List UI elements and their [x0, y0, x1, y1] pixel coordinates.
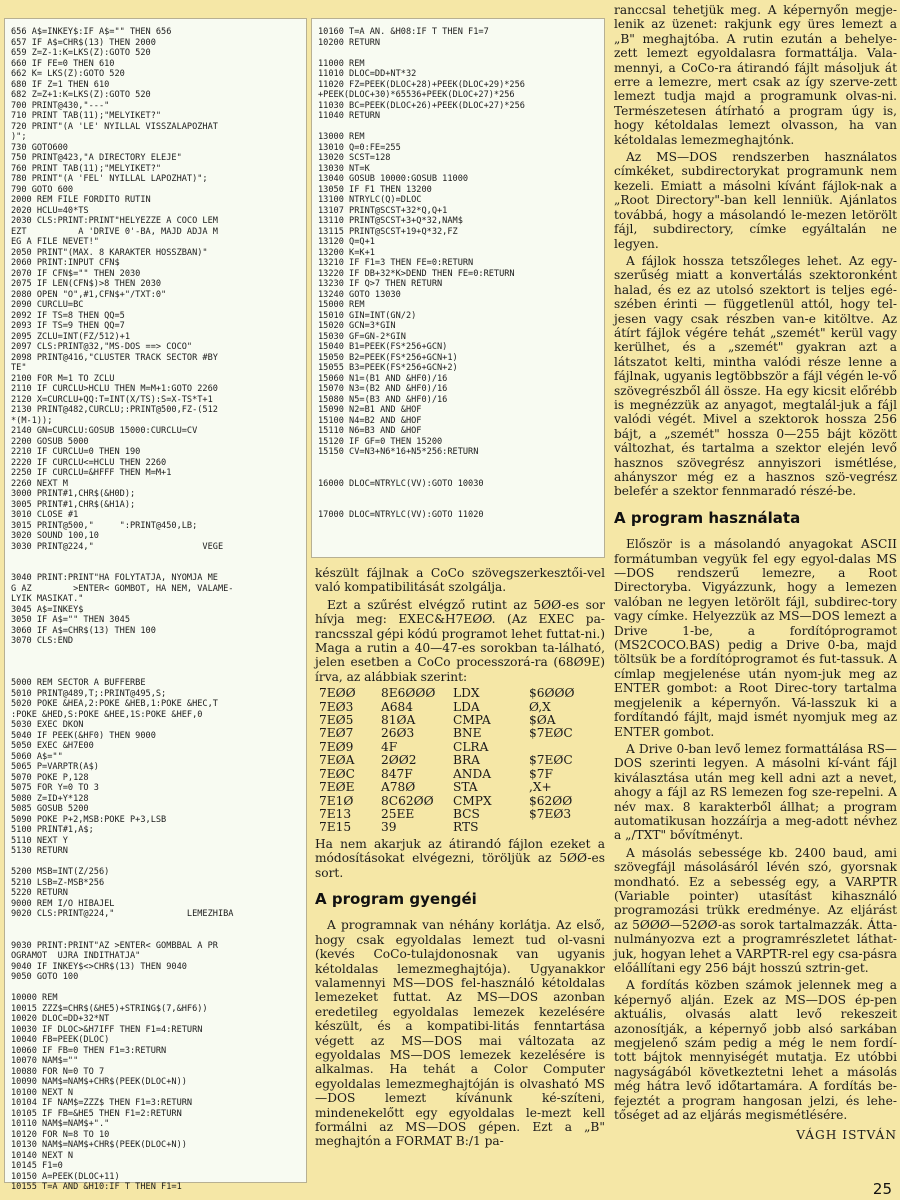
assembly-listing: [319, 687, 574, 834]
asm-mnemonic: RTS: [453, 820, 479, 835]
asm-operand: [529, 821, 574, 834]
asm-mnemonic: BNE: [453, 726, 482, 741]
article-column-middle: [315, 566, 605, 1152]
asm-opcode: A78Ø: [381, 780, 416, 795]
author-signature: VÁGH ISTVÁN: [796, 1128, 897, 1143]
asm-mnemonic: LDX: [453, 686, 480, 701]
asm-row: [319, 714, 574, 727]
code-listing-right: [311, 18, 605, 558]
asm-address: 7EØ7: [319, 726, 354, 741]
paragraph: A programnak van néhány korlátja. Az első, hogy csak egyoldalas lemezt tud ol-vasni (kevés CoCo-tulajdonosnak van ugyanis kétoldalas lemezmeghajtója). Ugyanakkor valamennyi MS—DOS fel-használó kétoldalas lemezeket futtat. Az MS—DOS azonban eredetileg egyoldalas lemezek kezelésére készült, és a kompatibi-litás fenntartása végett az MS—DOS mai változata az egyoldalas MS—DOS lemezek kezelésére is alkalmas. Ha tehát a Color Computer egyoldalas lemezmeghajtóján is olvasható MS—DOS lemezt kívánunk ké-szíteni, mindenekelőtt egy egyoldalas le-mezt kell formálni az MS—DOS gépen. Ezt a „B" meghajtón a FORMAT B:/1 pa-: [315, 918, 605, 1149]
asm-row: [319, 754, 574, 767]
paragraph: Az MS—DOS rendszerben használatos címkéket, subdirectorykat programunk nem kezeli. Emiatt a másolni kívánt fájlok-nak a „Root Directory"-ban kell lenniük. Ajánlatos továbbá, hogy a másolandó le-mezen letörölt fájl, subdirectory, címke egyáltalán ne legyen.: [614, 150, 897, 251]
code-listing-left: [4, 18, 307, 1192]
asm-operand: $ØA: [529, 713, 556, 728]
asm-opcode: 4F: [381, 739, 398, 754]
asm-operand: Ø,X: [529, 699, 551, 714]
asm-operand: [529, 741, 574, 754]
asm-opcode: 2ØØ2: [381, 753, 417, 768]
article-column-right: [614, 3, 897, 1143]
asm-operand: $7F: [529, 766, 553, 781]
asm-mnemonic: BRA: [453, 753, 480, 768]
asm-mnemonic: ANDA: [453, 766, 492, 781]
paragraph: Ha nem akarjuk az átirandó fájlon ezeket a módosításokat elvégezni, töröljük az 5ØØ-es sort.: [315, 836, 605, 880]
asm-mnemonic: STA: [453, 780, 478, 795]
paragraph: A Drive 0-ban levő lemez formattálása RS—DOS szerinti legyen. A másolni kí-vánt fájl kiválasztása után meg kell adni azt a nevet, ahogy a fájl az RS lemezen fog sze-repelni. A név max. 8 karakterből állhat; a program automatikusan hozzáírja a meg-adott névhez a „/TXT" bővítményt.: [614, 741, 897, 843]
asm-row: [319, 781, 574, 794]
asm-address: 7EØ3: [319, 699, 354, 714]
asm-mnemonic: CMPA: [453, 713, 491, 728]
asm-address: 7EØC: [319, 766, 355, 781]
asm-row: [319, 795, 574, 808]
paragraph: ranccsal tehetjük meg. A képernyőn megje-lenik az üzenet: rakjunk egy üres lemezt a „B" meghajtóba. A rutin ezután a behelye-zett lemezt egyoldalasra formattálja. Vala-mennyi, a CoCo-ra átirandó fájlt másoljuk át erre a lemezre, mert csak az így szerve-zett lemezt tudja majd a programunk olvas-ni. Természetesen átírható a program úgy is, hogy kétoldalas lemezt olvasson, ha van kétoldalas lemezmeghajtónk.: [614, 3, 897, 147]
section-heading: A program gyengéi: [315, 889, 477, 908]
asm-operand: ,X+: [529, 780, 552, 795]
asm-row: [319, 808, 574, 821]
asm-opcode: A684: [381, 699, 414, 714]
asm-operand: $62ØØ: [529, 793, 573, 808]
asm-address: 7E15: [319, 820, 352, 835]
asm-operand: $6ØØØ: [529, 686, 575, 701]
paragraph: A másolás sebessége kb. 2400 baud, ami szövegfájl másolásáról lévén szó, gyorsnak mondható. Ez a sebesség egy, a VARPTR (Variable pointer) utasítást kihasználó programozási trükk eredménye. Az eljárást az 5ØØØ—52ØØ-as sorok tartalmazzák. Átta-nulmányozva ezt a programrészletet láthat-juk, hogyan lehet a VARPTR-rel egy csa-pásra előállítani egy 256 bájt hosszú sztrin-get.: [614, 845, 897, 975]
asm-mnemonic: BCS: [453, 806, 480, 821]
asm-operand: $7EØC: [529, 726, 573, 741]
asm-address: 7EØ9: [319, 739, 354, 754]
paragraph: A fájlok hossza tetszőleges lehet. Az egy-szerűség miatt a konvertálás szektoronként halad, és ez az utolsó szektort is teljes egé-szében érinti — függetlenül attól, hogy tel-jesen vagy csak részben van-e kitöltve. Az átírt fájlok végére tehát „szemét" kerül vagy kerülhet, és a „szemét" gyakran azt a látszatot kelti, mintha valódi része lenne a fájlnak, ugyanis legtöbbször a fájl végén le-vő szövegrészből áll össze. Ha egy kicsit előrébb is megnézzük az anyagot, megtalál-juk a fájl valódi végét. Mivel a szektorok hossza 256 bájt, a „szemét" hossza 0—255 bájt között változhat, és tartalma a szektor elején levő hasznos szövegrész annyiszori ismétlése, ahányszor még ez a hasznos szö-vegrész belefér a szektor fennmaradó részé-be.: [614, 253, 897, 499]
asm-mnemonic: CLRA: [453, 739, 489, 754]
paragraph: A fordítás közben számok jelennek meg a képernyő alján. Ezek az MS—DOS ép-pen aktuális, olvasás alatt levő rekeszeit azonosítják, a képernyő jobb alsó sarkában megjelenő szám pedig a még le nem fordí-tott bájtok mennyiségét mutatja. Ez utóbbi nagyságából következtetni lehet a másolás még hátra levő időtartamára. A fordítás be-fejeztét a program hangosan jelzi, és lehe-tőséget ad az eljárás megismétlésére.: [614, 978, 897, 1123]
asm-mnemonic: LDA: [453, 699, 480, 714]
asm-opcode: 8E6ØØØ: [381, 686, 436, 701]
asm-row: [319, 687, 574, 700]
page-number: 25: [872, 1180, 892, 1198]
asm-opcode: 25EE: [381, 806, 415, 821]
asm-address: 7E13: [319, 806, 352, 821]
asm-address: 7EØA: [319, 753, 355, 768]
basic-listing-part-1: 656 A$=INKEY$:IF A$="" THEN 656 657 IF A$=CHR$(13) THEN 2000 659 Z=Z-1:K=LKS(Z):GOTO 520 660 IF FE=0 THEN 610 662 K= LKS(Z):GOTO 520 680 IF Z=1 THEN 610 682 Z=Z+1:K=LKS(Z):GOTO 520 700 PRINT@430,"---" 710 PRINT TAB(11);"MELYIKET?" 720 PRINT"(A 'LE' NYILLAL VISSZALAPOZHAT )"; 730 GOTO600 750 PRINT@423,"A DIRECTORY ELEJE" 760 PRINT TAB(11);"MELYIKET?" 780 PRINT"(A 'FEL' NYILLAL LAPOZHAT)"; 790 GOTO 600 2000 REM FILE FORDITO RUTIN 2020 HCLU=40*TS 2030 CLS:PRINT:PRINT"HELYEZZE A COCO LEM EZT A 'DRIVE 0'-BA, MAJD ADJA M EG A FILE NEVET!" 2050 PRINT"(MAX. 8 KARAKTER HOSSZBAN)" 2060 PRINT:INPUT CFN$ 2070 IF CFN$="" THEN 2030 2075 IF LEN(CFN$)>8 THEN 2030 2080 OPEN "O",#1,CFN$+"/TXT:0" 2090 CURCLU=BC 2092 IF TS=8 THEN QQ=5 2093 IF TS=9 THEN QQ=7 2095 ZCLU=INT(FZ/512)+1 2097 CLS:PRINT@32,"MS-DOS ==> COCO" 2098 PRINT@416,"CLUSTER TRACK SECTOR #BY TE" 2100 FOR M=1 TO ZCLU 2110 IF CURCLU>HCLU THEN M=M+1:GOTO 2260 2120 X=CURCLU+QQ:T=INT(X/TS):S=X-TS*T+1 2130 PRINT@482,CURCLU;:PRINT@500,FZ-(512 *(M-1)); 2140 GN=CURCLU:GOSUB 15000:CURCLU=CV 2200 GOSUB 5000 2210 IF CURCLU=0 THEN 190 2220 IF CURCLU<=HCLU THEN 2260 2250 IF CURCLU=&HFFF THEN M=M+1 2260 NEXT M 3000 PRINT#1,CHR$(&H0D); 3005 PRINT#1,CHR$(&H1A); 3010 CLOSE #1 3015 PRINT@500," ":PRINT@450,LB; 3020 SOUND 100,10 3030 PRINT@224," VEGE 3040 PRINT:PRINT"HA FOLYTATJA, NYOMJA ME G AZ >ENTER< GOMBOT, HA NEM, VALAME- LYIK MASIKAT." 3045 A$=INKEY$ 3050 IF A$="" THEN 3045 3060 IF A$=CHR$(13) THEN 100 3070 CLS:END 5000 REM SECTOR A BUFFERBE 5010 PRINT@489,T;:PRINT@495,S; 5020 POKE &HEA,2:POKE &HEB,1:POKE &HEC,T :POKE &HED,S:POKE &HEE,1S:POKE &HEF,0 5030 EXEC DKON 5040 IF PEEK(&HF0) THEN 9000 5050 EXEC &H7E00 5060 A$="" 5065 P=VARPTR(A$) 5070 POKE P,128 5075 FOR Y=0 TO 3 5080 Z=ID+Y*128 5085 GOSUB 5200 5090 POKE P+2,MSB:POKE P+3,LSB 5100 PRINT#1,A$; 5110 NEXT Y 5130 RETURN 5200 MSB=INT(Z/256) 5210 LSB=Z-MSB*256 5220 RETURN 9000 REM I/O HIBAJEL 9020 CLS:PRINT@224," LEMEZHIBA 9030 PRINT:PRINT"AZ >ENTER< GOMBBAL A PR OGRAMOT UJRA INDITHATJA" 9040 IF INKEY$<>CHR$(13) THEN 9040 9050 GOTO 100 10000 REM 10015 ZZZ$=CHR$(&HE5)+STRING$(7,&HF6)) 10020 DLOC=DD+32*NT 10030 IF DLOC>&H7IFF THEN F1=4:RETURN 10040 FB=PEEK(DLOC) 10060 IF FB=0 THEN F1=3:RETURN 10070 NAM$="" 10080 FOR N=0 TO 7 10090 NAM$=NAM$+CHR$(PEEK(DLOC+N)) 10100 NEXT N 10104 IF NAM$=ZZZ$ THEN F1=3:RETURN 10105 IF FB=&HE5 THEN F1=2:RETURN 10110 NAM$=NAM$+"." 10120 FOR N=8 TO 10 10130 NAM$=NAM$+CHR$(PEEK(DLOC+N)) 10140 NEXT N 10145 F1=0 10150 A=PEEK(DLOC+11) 10155 T=A AND &H10:IF T THEN F1=1: [11, 27, 234, 1192]
asm-opcode: 847F: [381, 766, 413, 781]
asm-row: [319, 821, 574, 834]
asm-operand: $7EØC: [529, 753, 573, 768]
asm-mnemonic: CMPX: [453, 793, 492, 808]
asm-address: 7EØ5: [319, 713, 354, 728]
asm-opcode: 81ØA: [381, 713, 416, 728]
asm-row: [319, 768, 574, 781]
basic-listing-part-2: 10160 T=A AN. &H08:IF T THEN F1=7 10200 RETURN 11000 REM 11010 DLOC=DD+NT*32 11020 FZ=PEEK(DLOC+28)+PEEK(DLOC+29)*256 +PEEK(DLOC+30)*65536+PEEK(DLOC+27)*256 11030 BC=PEEK(DLOC+26)+PEEK(DLOC+27)*256 11040 RETURN 13000 REM 13010 Q=0:FE=255 13020 SCST=128 13030 NT=K 13040 GOSUB 10000:GOSUB 11000 13050 IF F1 THEN 13200 13100 NTRYLC(Q)=DLOC 13107 PRINT@SCST+32*Q,Q+1 13110 PRINT@SCST+3+Q*32,NAM$ 13115 PRINT@SCST+19+Q*32,FZ 13120 Q=Q+1 13200 K=K+1 13210 IF F1=3 THEN FE=0:RETURN 13220 IF DB+32*K>DEND THEN FE=0:RETURN 13230 IF Q>7 THEN RETURN 13240 GOTO 13030 15000 REM 15010 GIN=INT(GN/2) 15020 GCN=3*GIN 15030 GF=GN-2*GIN 15040 B1=PEEK(FS*256+GCN) 15050 B2=PEEK(FS*256+GCN+1) 15055 B3=PEEK(FS*256+GCN+2) 15060 N1=(B1 AND &HF0)/16 15070 N3=(B2 AND &HF0)/16 15080 N5=(B3 AND &HF0)/16 15090 N2=B1 AND &HOF 15100 N4=B2 AND &HOF 15110 N6=B3 AND &HOF 15120 IF GF=0 THEN 15200 15150 CV=N3+N6*16+N5*256:RETURN 16000 DLOC=NTRYLC(VV):GOTO 10030 17000 DLOC=NTRYLC(VV):GOTO 11020: [318, 27, 525, 520]
asm-address: 7EØØ: [319, 686, 356, 701]
asm-operand: $7EØ3: [529, 806, 572, 821]
asm-row: [319, 701, 574, 714]
asm-address: 7EØE: [319, 780, 355, 795]
asm-row: [319, 727, 574, 740]
asm-row: [319, 741, 574, 754]
asm-opcode: 8C62ØØ: [381, 793, 434, 808]
paragraph: Ezt a szűrést elvégző rutint az 5ØØ-es sor hívja meg: EXEC&H7EØØ. (Az EXEC pa-rancsszal gépi kódú programot lehet futtat-ni.) Maga a rutin a 40—47-es sorokban ta-lálható, jelen esetben a CoCo processzorá-ra (68Ø9E) írva, az alábbiak szerint:: [315, 597, 605, 684]
paragraph: Először is a másolandó anyagokat ASCII formátumban vegyük fel egy egyol-dalas MS—DOS rendszerű lemezre, a Root Directoryba. Vigyázzunk, hogy a lemezen valóban ne legyen letörölt fájl, subdirec-tory vagy címke. Helyezzük az MS—DOS lemezt a Drive 1-be, a fordítóprogramot (MS2COCO.BAS) pedig a Drive 0-ba, majd töltsük be a fordítóprogramot és fut-tassuk. A címlap megjelenése után nyom-juk meg az ENTER gombot: a Root Direc-tory tartalma megjelenik a képernyőn. Vá-lasszuk ki a fordítandó fájlt, majd ismét nyomjuk meg az ENTER gombot.: [614, 537, 897, 739]
paragraph: készült fájlnak a CoCo szövegszerkesztői-vel való kompatibilitását szolgálja.: [315, 566, 605, 595]
section-heading: A program használata: [614, 508, 801, 527]
asm-opcode: 26Ø3: [381, 726, 415, 741]
asm-address: 7E1Ø: [319, 793, 354, 808]
asm-opcode: 39: [381, 820, 397, 835]
